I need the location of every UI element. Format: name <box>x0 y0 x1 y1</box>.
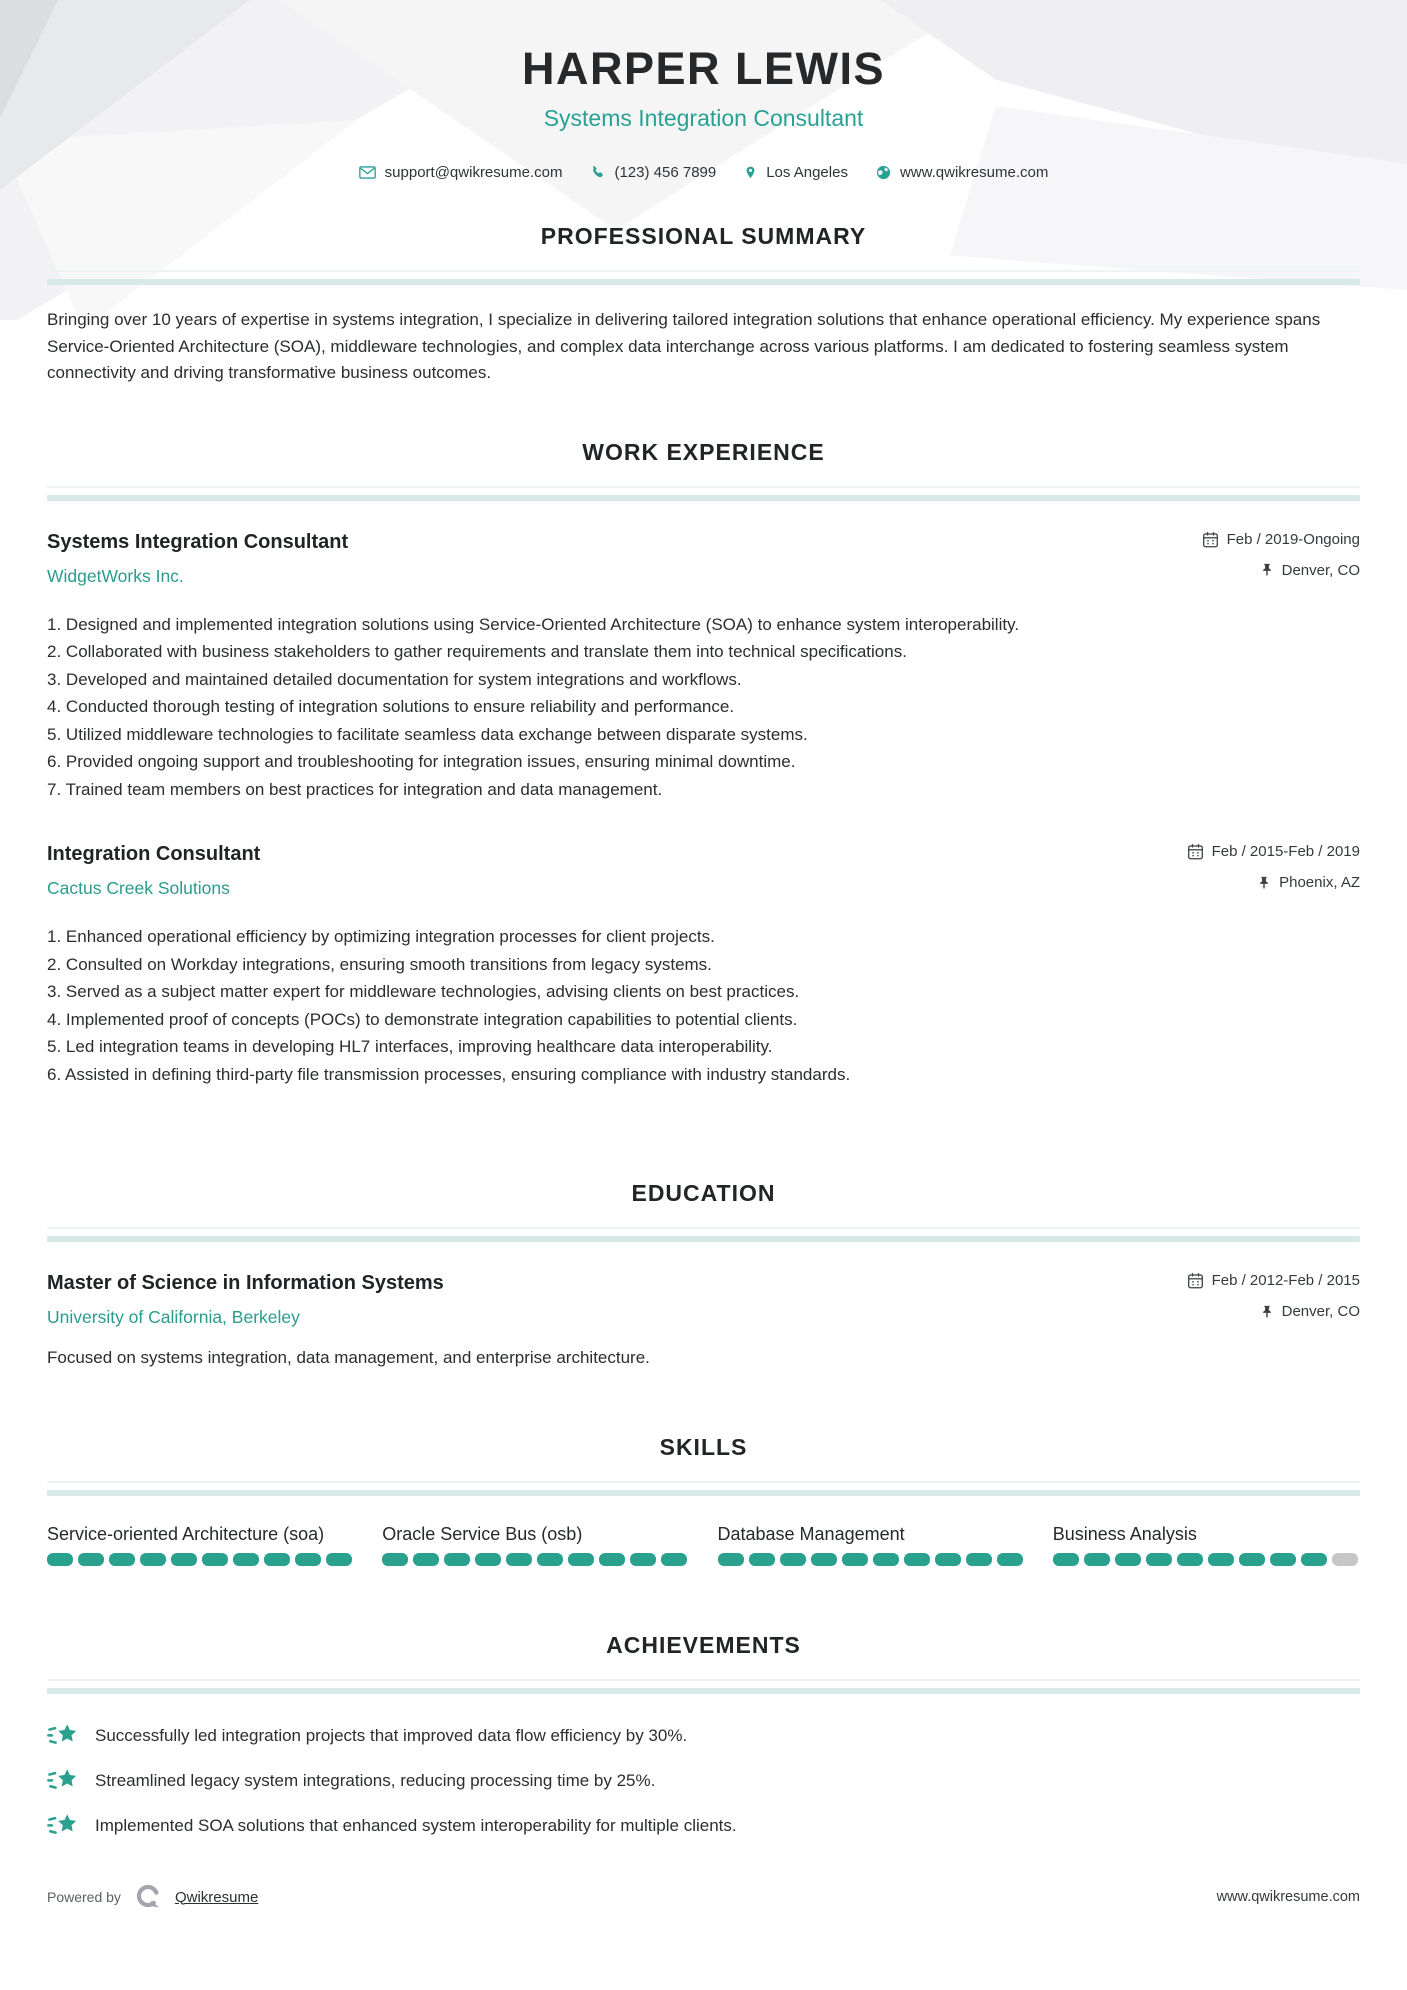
job-bullet: Conducted thorough testing of integration solutions to ensure reliability and performance. <box>65 697 735 716</box>
skill-bar-segment <box>1239 1553 1265 1566</box>
contact-website-text: www.qwikresume.com <box>899 164 1049 181</box>
globe-icon <box>876 165 891 180</box>
contact-location <box>737 164 855 181</box>
section-heading: ACHIEVEMENTS <box>606 1632 801 1658</box>
education-dates-text: Feb / 2012-Feb / 2015 <box>1211 1272 1360 1289</box>
job-location-text: Phoenix, AZ <box>1279 874 1360 891</box>
skill-bar-segment <box>444 1553 470 1566</box>
section-heading: PROFESSIONAL SUMMARY <box>540 223 867 249</box>
education-entry <box>47 1272 1360 1368</box>
skill-item <box>718 1522 1025 1566</box>
school-name: University of California, Berkeley <box>47 1307 300 1327</box>
skill-bar-segment <box>568 1553 594 1566</box>
section-divider-thin <box>47 1679 1360 1681</box>
candidate-title: Systems Integration Consultant <box>543 105 864 131</box>
education-description: Focused on systems integration, data management, and enterprise architecture. <box>47 1348 650 1367</box>
skill-label: Service-oriented Architecture (soa) <box>47 1524 325 1544</box>
shooting-star-icon <box>47 1722 79 1750</box>
job-title: Integration Consultant <box>47 843 261 865</box>
shooting-star-icon <box>47 1767 79 1795</box>
job-company: Cactus Creek Solutions <box>47 878 230 898</box>
contact-phone-text: (123) 456 7899 <box>614 164 717 181</box>
job-bullet: Assisted in defining third-party file transmission processes, ensuring compliance with industry standards. <box>64 1064 851 1084</box>
skill-bar-segment <box>78 1553 104 1566</box>
section-divider-teal <box>47 1236 1360 1242</box>
skill-bar-segment <box>109 1553 135 1566</box>
skill-level-bar <box>718 1553 1025 1566</box>
section-divider-teal <box>47 279 1360 285</box>
degree-title: Master of Science in Information Systems <box>47 1272 444 1294</box>
section-divider-thin <box>47 1227 1360 1229</box>
skill-bar-segment <box>295 1553 321 1566</box>
skill-bar-segment <box>1301 1553 1327 1566</box>
skill-bar-segment <box>413 1553 439 1566</box>
phone-icon <box>590 165 605 180</box>
section-divider-thin <box>47 486 1360 488</box>
qwikresume-q-logo <box>133 1882 163 1912</box>
job-bullet: Developed and maintained detailed documentation for system integrations and workflows. <box>65 669 742 689</box>
job-title: Systems Integration Consultant <box>47 530 349 553</box>
job-dates <box>1187 843 1360 860</box>
education-location-text: Denver, CO <box>1281 1303 1360 1320</box>
calendar-icon <box>1187 843 1204 860</box>
skill-level-bar <box>47 1553 354 1566</box>
job-bullet: Implemented proof of concepts (POCs) to demonstrate integration capabilities to potential clients. <box>65 1009 798 1029</box>
job-dates-text: Feb / 2015-Feb / 2019 <box>1211 843 1360 860</box>
skill-bar-segment <box>140 1553 166 1566</box>
section-achievements <box>47 1632 1360 1840</box>
section-divider-teal <box>47 1490 1360 1496</box>
job-dates <box>1202 531 1360 548</box>
skill-item <box>47 1522 354 1566</box>
job-bullet: Utilized middleware technologies to facilitate seamless data exchange between disparate systems. <box>65 724 808 744</box>
skill-bar-segment <box>506 1553 532 1566</box>
skill-item <box>382 1522 689 1566</box>
job-bullet: Consulted on Workday integrations, ensuring smooth transitions from legacy systems. <box>65 954 712 974</box>
skill-bar-segment <box>718 1553 744 1566</box>
section-heading: WORK EXPERIENCE <box>582 438 825 465</box>
skill-bar-segment <box>1208 1553 1234 1566</box>
skill-level-bar <box>382 1553 689 1566</box>
page-footer <box>47 1882 1360 1912</box>
section-education <box>47 1180 1360 1368</box>
skill-bar-segment <box>966 1553 992 1566</box>
contact-phone <box>583 164 723 181</box>
contact-website <box>869 164 1055 181</box>
skill-bar-segment <box>1115 1553 1141 1566</box>
skill-bar-segment <box>171 1553 197 1566</box>
job-entry <box>47 531 1360 804</box>
summary-paragraph: Bringing over 10 years of expertise in systems integration, I specialize in delivering tailored integration solutions that enhance operational efficiency. My experience spans Service-Oriented Architecture (SOA), middleware technologies, and complex data interchange across various platforms. I am dedicated to fostering seamless system connectivity and driving transformative business outcomes. <box>47 310 1321 382</box>
skill-bar-segment <box>326 1553 352 1566</box>
job-bullet-list <box>47 923 1360 1088</box>
skill-bar-segment <box>997 1553 1023 1566</box>
section-professional-summary <box>47 223 1360 387</box>
skill-bar-segment <box>1084 1553 1110 1566</box>
achievement-text: Successfully led integration projects that improved data flow efficiency by 30%. <box>95 1726 688 1745</box>
achievement-item <box>47 1812 1360 1840</box>
skill-bar-segment <box>599 1553 625 1566</box>
job-bullet: Collaborated with business stakeholders to gather requirements and translate them into technical specifications. <box>65 642 907 661</box>
job-location <box>1202 562 1360 579</box>
skill-bar-segment <box>749 1553 775 1566</box>
job-bullet-list <box>47 611 1360 804</box>
qwikresume-link[interactable]: Qwikresume <box>174 1888 259 1906</box>
skill-bar-segment <box>780 1553 806 1566</box>
skills-grid <box>47 1522 1360 1566</box>
candidate-name: HARPER LEWIS <box>521 43 885 94</box>
education-location <box>1187 1303 1360 1320</box>
contact-email <box>352 164 570 181</box>
contact-email-text: support@qwikresume.com <box>384 164 563 181</box>
location-pin-icon <box>744 164 757 181</box>
section-skills <box>47 1434 1360 1566</box>
section-heading: EDUCATION <box>631 1180 776 1206</box>
achievement-text: Streamlined legacy system integrations, reducing processing time by 25%. <box>95 1771 656 1790</box>
skill-bar-segment <box>202 1553 228 1566</box>
contact-row <box>47 164 1360 181</box>
skill-bar-segment <box>811 1553 837 1566</box>
job-entry <box>47 843 1360 1088</box>
skill-bar-segment <box>233 1553 259 1566</box>
achievement-item <box>47 1767 1360 1795</box>
calendar-icon <box>1202 531 1219 548</box>
job-dates-text: Feb / 2019-Ongoing <box>1226 530 1360 548</box>
shooting-star-icon <box>47 1812 79 1840</box>
footer-website-url: www.qwikresume.com <box>1216 1889 1360 1905</box>
skill-bar-segment <box>264 1553 290 1566</box>
skill-level-bar <box>1053 1553 1360 1566</box>
contact-location-text: Los Angeles <box>766 164 848 181</box>
skill-bar-segment <box>904 1553 930 1566</box>
section-divider-teal <box>47 495 1360 501</box>
job-bullet: Provided ongoing support and troubleshooting for integration issues, ensuring minimal downtime. <box>65 752 796 771</box>
skill-bar-segment <box>1332 1553 1358 1566</box>
skill-bar-segment <box>1146 1553 1172 1566</box>
envelope-icon <box>359 165 376 180</box>
job-bullet: Enhanced operational efficiency by optimizing integration processes for client projects. <box>65 927 715 946</box>
job-bullet: Designed and implemented integration solutions using Service-Oriented Architecture (SOA) to enhance system interoperability. <box>65 614 1020 634</box>
skill-bar-segment <box>873 1553 899 1566</box>
calendar-icon <box>1187 1272 1204 1289</box>
achievement-text: Implemented SOA solutions that enhanced system interoperability for multiple clients. <box>95 1816 737 1835</box>
job-bullet: Led integration teams in developing HL7 interfaces, improving healthcare data interoperability. <box>65 1037 773 1056</box>
skill-bar-segment <box>1177 1553 1203 1566</box>
section-divider-thin <box>47 270 1360 272</box>
resume-header <box>47 0 1360 181</box>
skill-bar-segment <box>537 1553 563 1566</box>
skill-label: Oracle Service Bus (osb) <box>382 1524 583 1544</box>
skill-bar-segment <box>661 1553 687 1566</box>
section-divider-thin <box>47 1481 1360 1483</box>
pushpin-icon <box>1260 562 1274 578</box>
achievement-item <box>47 1722 1360 1750</box>
skill-label: Database Management <box>717 1524 905 1544</box>
skill-item <box>1053 1522 1360 1566</box>
skill-bar-segment <box>382 1553 408 1566</box>
education-dates <box>1187 1272 1360 1289</box>
skill-bar-segment <box>475 1553 501 1566</box>
skill-bar-segment <box>935 1553 961 1566</box>
job-location <box>1187 874 1360 891</box>
job-company: WidgetWorks Inc. <box>47 565 184 586</box>
pushpin-icon <box>1257 875 1271 891</box>
job-location-text: Denver, CO <box>1281 561 1360 579</box>
job-bullet: Trained team members on best practices for integration and data management. <box>65 779 663 799</box>
skill-bar-segment <box>1270 1553 1296 1566</box>
job-bullet: Served as a subject matter expert for middleware technologies, advising clients on best practices. <box>65 982 800 1001</box>
pushpin-icon <box>1260 1304 1274 1320</box>
skill-label: Business Analysis <box>1052 1524 1197 1544</box>
skill-bar-segment <box>630 1553 656 1566</box>
skill-bar-segment <box>1053 1553 1079 1566</box>
skill-bar-segment <box>47 1553 73 1566</box>
achievements-list <box>47 1722 1360 1840</box>
section-divider-teal <box>47 1688 1360 1694</box>
section-work-experience <box>47 439 1360 1089</box>
powered-by-label: Powered by <box>47 1889 121 1905</box>
skill-bar-segment <box>842 1553 868 1566</box>
section-heading: SKILLS <box>659 1434 748 1460</box>
